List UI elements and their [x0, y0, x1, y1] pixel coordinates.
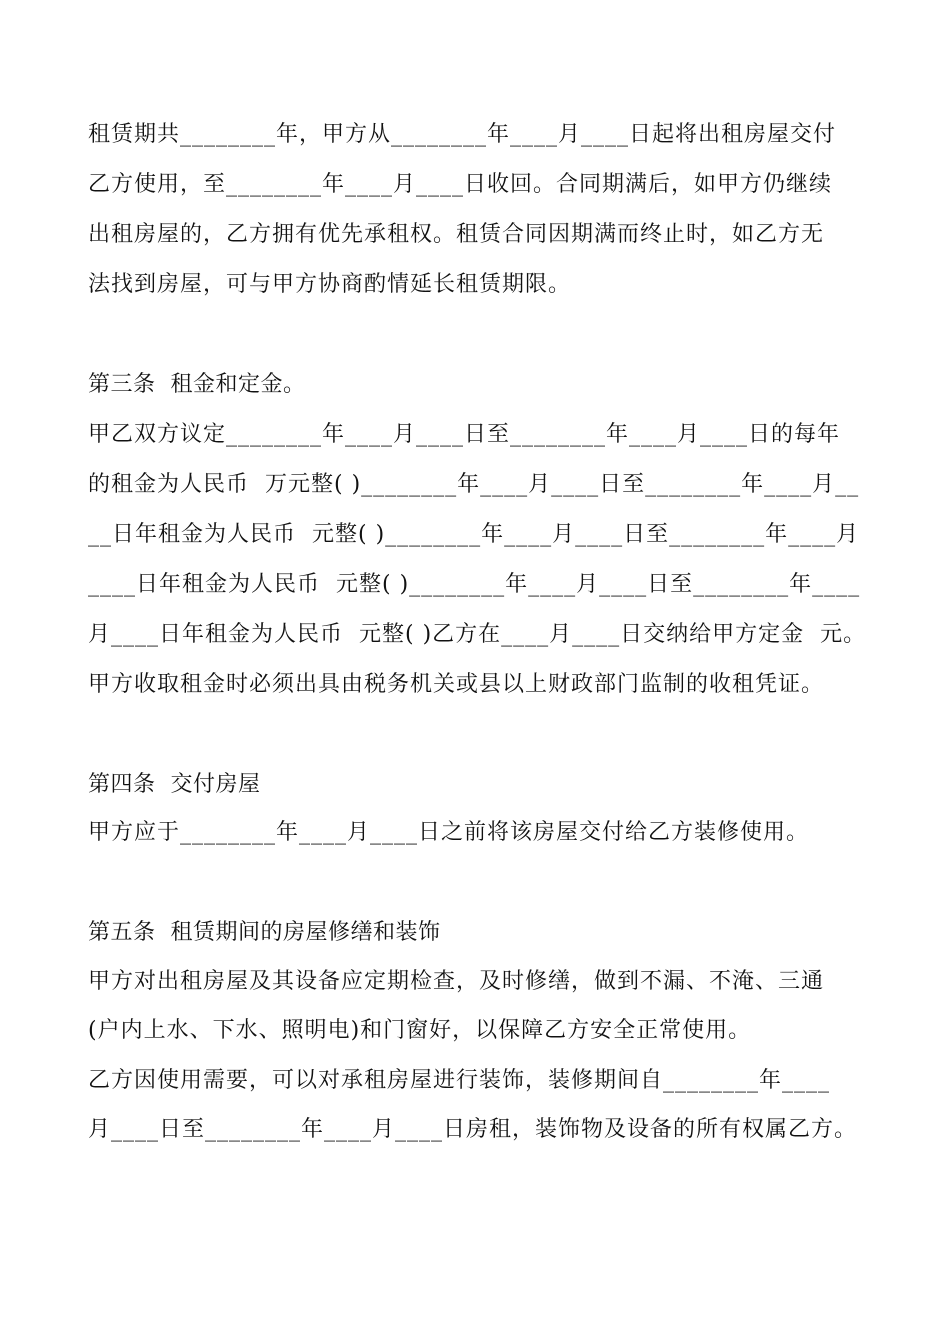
article4-heading: 第四条 交付房屋 — [88, 772, 261, 797]
lease-term-line: 乙方使用，至________年____月____日收回。合同期满后，如甲方仍继续 — [88, 172, 833, 197]
article5-heading: 第五条 租赁期间的房屋修缮和装饰 — [88, 920, 441, 945]
article3-line: 甲方收取租金时必须出具由税务机关或县以上财政部门监制的收租凭证。 — [88, 672, 825, 697]
article3-line: 甲乙双方议定________年____月____日至________年____月____日的每年 — [88, 422, 841, 447]
lease-term-line: 租赁期共________年，甲方从________年____月____日起将出租房屋交付 — [88, 122, 837, 147]
article3-line: 的租金为人民币 万元整( )________年____月____日至________年____月__ — [88, 472, 860, 497]
article5-line: 乙方因使用需要，可以对承租房屋进行装饰，装修期间自________年____ — [88, 1068, 831, 1093]
lease-term-line: 法找到房屋，可与甲方协商酌情延长租赁期限。 — [88, 272, 572, 297]
article5-line: 甲方对出租房屋及其设备应定期检查，及时修缮，做到不漏、不淹、三通 — [88, 969, 825, 994]
article3-line: 月____日年租金为人民币 元整( )乙方在____月____日交纳给甲方定金 元。 — [88, 622, 867, 647]
article4-line: 甲方应于________年____月____日之前将该房屋交付给乙方装修使用。 — [88, 820, 810, 845]
article5-line: 月____日至________年____月____日房租，装饰物及设备的所有权属乙方。 — [88, 1117, 858, 1142]
article5-line: (户内上水、下水、照明电)和门窗好，以保障乙方安全正常使用。 — [88, 1018, 752, 1043]
article3-line: ____日年租金为人民币 元整( )________年____月____日至________年____ — [88, 572, 861, 597]
article3-heading: 第三条 租金和定金。 — [88, 372, 306, 397]
lease-term-line: 出租房屋的，乙方拥有优先承租权。租赁合同因期满而终止时，如乙方无 — [88, 222, 825, 247]
article3-line: __日年租金为人民币 元整( )________年____月____日至________年____月 — [88, 522, 860, 547]
